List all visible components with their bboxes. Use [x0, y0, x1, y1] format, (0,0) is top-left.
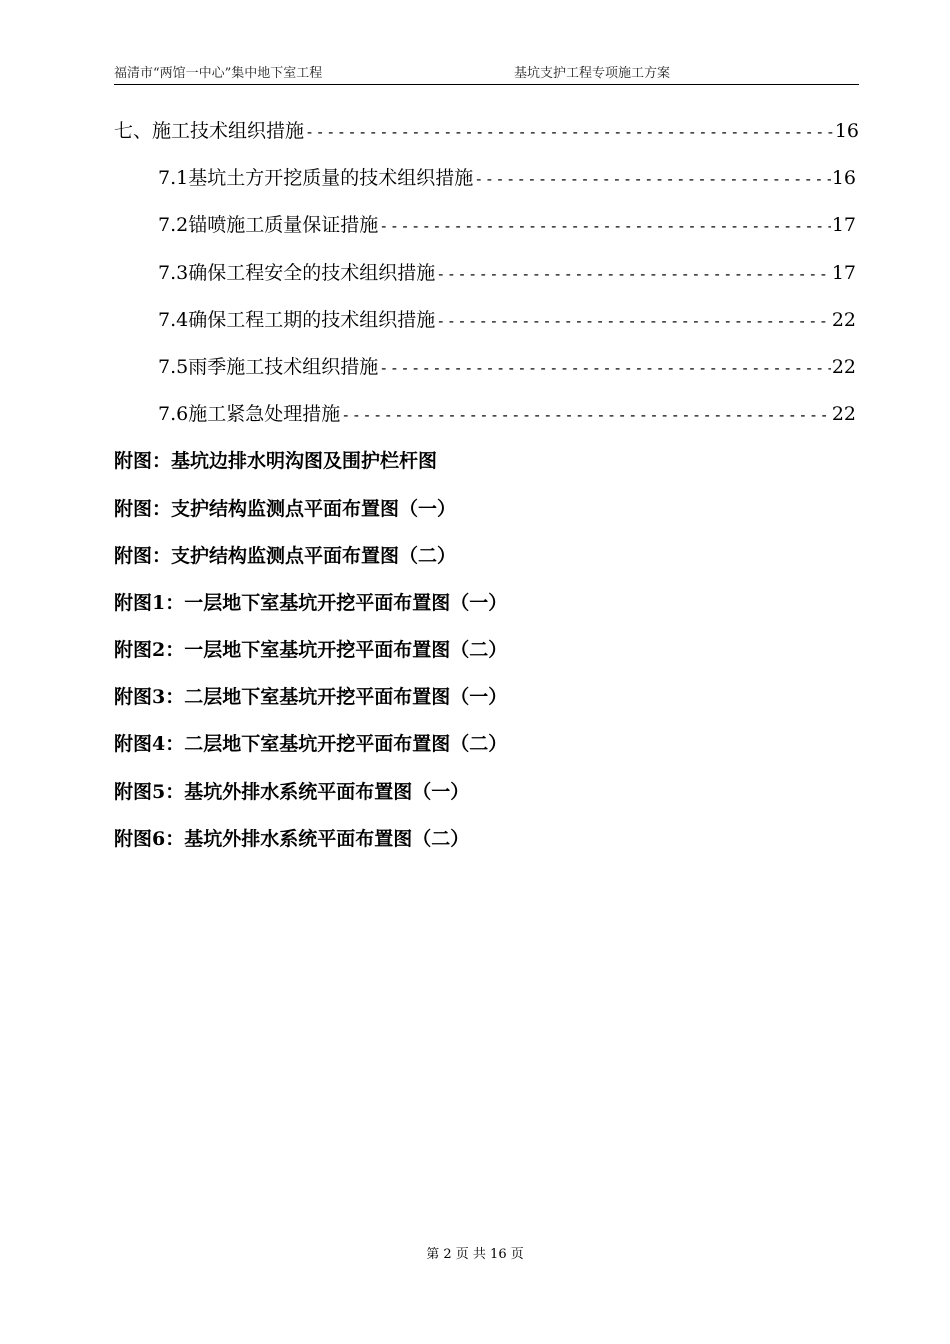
toc-entry-page: 16 [831, 167, 856, 190]
appendix-figure-4[interactable]: 附图4：二层地下室基坑开挖平面布置图（二） [114, 733, 508, 756]
page-header [114, 66, 859, 85]
appendix-figure-3[interactable]: 附图3：二层地下室基坑开挖平面布置图（一） [114, 686, 508, 709]
toc-entry-title: 七、施工技术组织措施 [114, 120, 305, 142]
toc-dot-leader [379, 211, 831, 241]
toc-entry-title: 7.2锚喷施工质量保证措施 [158, 214, 379, 237]
toc-entry-page: 22 [831, 355, 856, 378]
toc-entry-7-1[interactable] [114, 163, 859, 210]
appendix-figure-1[interactable]: 附图1：一层地下室基坑开挖平面布置图（一） [114, 591, 508, 614]
toc-entry-page: 16 [834, 120, 859, 142]
toc-entry-7-5[interactable] [114, 352, 859, 399]
header-project-title: 福清市“两馆一中心”集中地下室工程 [114, 66, 323, 81]
toc-entry-title: 7.1基坑土方开挖质量的技术组织措施 [158, 167, 474, 190]
toc-dot-leader [341, 400, 831, 430]
toc-entry-title: 7.6施工紧急处理措施 [158, 403, 341, 426]
toc-entry-7-3[interactable] [114, 258, 859, 305]
toc-entry-7-4[interactable] [114, 305, 859, 352]
appendix-monitoring-points-1[interactable]: 附图：支护结构监测点平面布置图（一） [114, 497, 457, 520]
table-of-contents [114, 116, 859, 871]
toc-entry-page: 17 [831, 261, 856, 284]
toc-dot-leader [379, 353, 831, 383]
toc-entry-title: 7.5雨季施工技术组织措施 [158, 355, 379, 378]
toc-dot-leader [436, 259, 831, 289]
toc-entry-7-2[interactable] [114, 210, 859, 257]
toc-entry-title: 7.4确保工程工期的技术组织措施 [158, 308, 436, 331]
toc-entry-page: 17 [831, 214, 856, 237]
toc-entry-page: 22 [831, 403, 856, 426]
toc-dot-leader [474, 164, 831, 194]
appendix-drainage-ditch[interactable]: 附图：基坑边排水明沟图及围护栏杆图 [114, 450, 438, 473]
appendix-figure-5[interactable]: 附图5：基坑外排水系统平面布置图（一） [114, 780, 470, 803]
toc-entry-7-6[interactable] [114, 399, 859, 446]
header-document-title: 基坑支护工程专项施工方案 [514, 66, 671, 81]
toc-entry-title: 7.3确保工程安全的技术组织措施 [158, 261, 436, 284]
toc-entry-page: 22 [831, 308, 856, 331]
appendix-figure-6[interactable]: 附图6：基坑外排水系统平面布置图（二） [114, 827, 470, 850]
toc-dot-leader [305, 117, 834, 147]
toc-entry-section-7[interactable] [114, 116, 859, 163]
page-number-footer: 第 2 页 共 16 页 [426, 1247, 524, 1262]
toc-dot-leader [436, 306, 831, 336]
appendix-monitoring-points-2[interactable]: 附图：支护结构监测点平面布置图（二） [114, 544, 457, 567]
appendix-figure-2[interactable]: 附图2：一层地下室基坑开挖平面布置图（二） [114, 639, 508, 662]
